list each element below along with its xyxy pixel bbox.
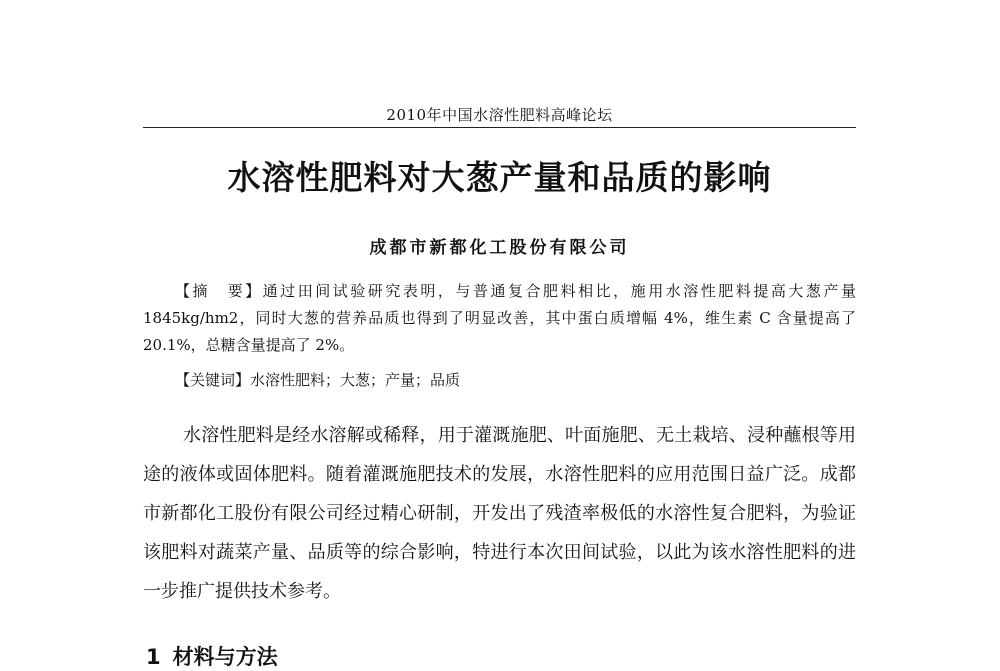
section-title: 材料与方法 xyxy=(172,645,278,669)
running-header: 2010年中国水溶性肥料高峰论坛 xyxy=(386,106,613,124)
section-heading xyxy=(146,641,278,671)
abstract-text: 通过田间试验研究表明，与普通复合肥料相比，施用水溶性肥料提高大葱产量 1845kg/hm2，同时大葱的营养品质也得到了明显改善，其中蛋白质增幅 4%，维生素 C 含量提高了 20.1%，总糖含量提高了 2%。 xyxy=(143,282,856,354)
abstract-label: 【摘 要】 xyxy=(175,282,263,300)
keywords-text: 水溶性肥料；大葱；产量；品质 xyxy=(250,371,461,389)
author-affiliation: 成都市新都化工股份有限公司 xyxy=(369,238,630,258)
header-rule xyxy=(143,127,856,128)
body-paragraph: 水溶性肥料是经水溶解或稀释，用于灌溉施肥、叶面施肥、无土栽培、浸种蘸根等用途的液体或固体肥料。随着灌溉施肥技术的发展，水溶性肥料的应用范围日益广泛。成都市新都化工股份有限公司经过精心研制，开发出了残渣率极低的水溶性复合肥料，为验证该肥料对蔬菜产量、品质等的综合影响，特进行本次田间试验，以此为该水溶性肥料的进一步推广提供技术参考。 xyxy=(143,425,856,602)
section-number: 1 xyxy=(146,645,161,669)
keywords-label: 【关键词】 xyxy=(175,371,251,389)
paper-title: 水溶性肥料对大葱产量和品质的影响 xyxy=(227,158,772,197)
abstract xyxy=(143,278,856,359)
keywords xyxy=(175,369,855,390)
